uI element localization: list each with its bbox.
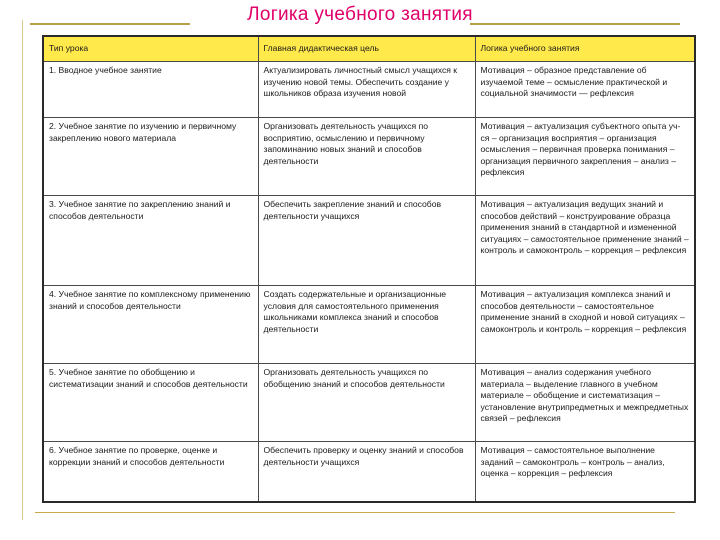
lesson-type-cell: 5. Учебное занятие по обобщению и систематизации знаний и способов деятельности: [43, 364, 258, 442]
lesson-type-cell: 1. Вводное учебное занятие: [43, 62, 258, 118]
slide-title: Логика учебного занятия: [247, 4, 473, 25]
didactic-goal-cell: Обеспечить закрепление знаний и способов деятельности учащихся: [258, 196, 475, 286]
header-didactic-goal: Главная дидактическая цель: [258, 36, 475, 62]
table-row: [43, 62, 695, 118]
didactic-goal-cell: Обеспечить проверку и оценку знаний и способов деятельности учащихся: [258, 442, 475, 502]
lesson-logic-cell: Мотивация – самостоятельное выполнение заданий – самоконтроль – контроль – анализ, оценка – коррекция – рефлексия: [475, 442, 695, 502]
table-header-row: [43, 36, 695, 62]
table-row: [43, 286, 695, 364]
header-lesson-type: Тип урока: [43, 36, 258, 62]
lesson-logic-table: [42, 35, 696, 503]
didactic-goal-cell: Актуализировать личностный смысл учащихся к изучению новой темы. Обеспечить создание у школьников образа изучения новой: [258, 62, 475, 118]
didactic-goal-cell: Организовать деятельность учащихся по обобщению знаний и способов деятельности: [258, 364, 475, 442]
header-lesson-logic: Логика учебного занятия: [475, 36, 695, 62]
lesson-logic-cell: Мотивация – анализ содержания учебного материала – выделение главного в учебном материале – обобщение и систематизация – установление внутрипредметных и межпредметных связей – рефлексия: [475, 364, 695, 442]
table-row: [43, 118, 695, 196]
lesson-logic-cell: Мотивация – актуализация комплекса знаний и способов деятельности – самостоятельное применение знаний в сходной и новой ситуациях – самоконтроль и контроль – коррекция – рефлексия: [475, 286, 695, 364]
didactic-goal-cell: Организовать деятельность учащихся по восприятию, осмыслению и первичному запоминанию новых знаний и способов деятельности: [258, 118, 475, 196]
lesson-logic-cell: Мотивация – актуализация субъектного опыта уч-ся – организация восприятия – организация осмысления – первичная проверка понимания – организация первичного закрепления – анализ – рефлексия: [475, 118, 695, 196]
table-row: [43, 442, 695, 502]
lesson-type-cell: 2. Учебное занятие по изучению и первичному закреплению нового материала: [43, 118, 258, 196]
lesson-logic-cell: Мотивация – актуализация ведущих знаний и способов действий – конструирование образца применения знаний в стандартной и измененной ситуациях – самостоятельное применение знаний – контроль и самоконтроль – коррекция – рефлексия: [475, 196, 695, 286]
table-row: [43, 364, 695, 442]
left-decorative-rule: [22, 20, 23, 520]
lesson-logic-cell: Мотивация – образное представление об изучаемой теме – осмысление практической и социальной значимости — рефлексия: [475, 62, 695, 118]
bottom-decorative-rule: [35, 512, 675, 513]
lesson-type-cell: 6. Учебное занятие по проверке, оценке и коррекции знаний и способов деятельности: [43, 442, 258, 502]
lesson-type-cell: 3. Учебное занятие по закреплению знаний и способов деятельности: [43, 196, 258, 286]
lesson-type-cell: 4. Учебное занятие по комплексному применению знаний и способов деятельности: [43, 286, 258, 364]
didactic-goal-cell: Создать содержательные и организационные условия для самостоятельного применения школьниками комплекса знаний и способов деятельности: [258, 286, 475, 364]
table-row: [43, 196, 695, 286]
